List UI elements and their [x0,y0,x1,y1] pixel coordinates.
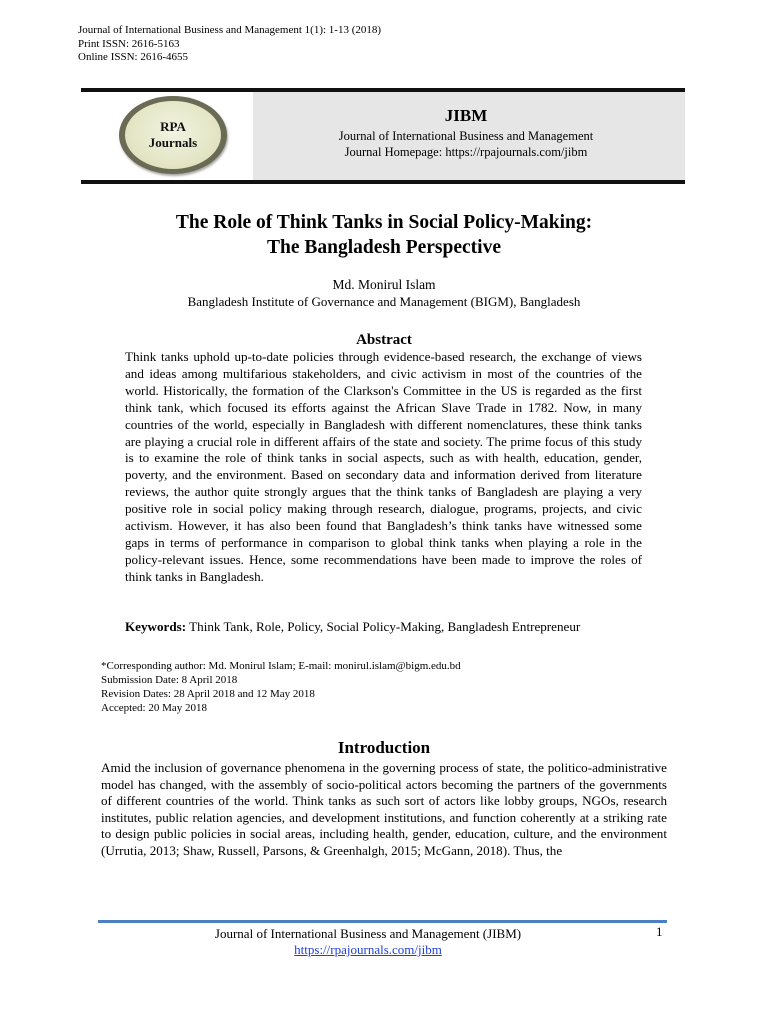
online-issn: Online ISSN: 2616-4655 [78,51,188,63]
submission-date: Submission Date: 8 April 2018 [101,674,238,686]
logo-face [125,101,221,169]
accepted-date: Accepted: 20 May 2018 [101,702,207,714]
introduction-text: Amid the inclusion of governance phenomena in the governing process of state, the politico-administrative model has changed, with the assembly of socio-political actors becoming the partners of the governments of different countries of the world. Think tanks as such sort of actors like lobby groups, NGOs, research institutes, public relation agencies, and development institutions, and function coherently at a striking rate to design public policies in social areas, including health, gender, education, culture, and the environment (Urrutia, 2013; Shaw, Russell, Parsons, & Greenhalgh, 2015; McGann, 2018). Thus, the [101,760,667,858]
journal-info [281,106,651,160]
footer-rule [98,920,667,923]
journal-abbreviation: JIBM [444,106,488,125]
header-meta [78,24,381,65]
logo-text-line1: RPA [160,119,186,134]
rpa-journals-logo [119,96,227,174]
correspondence-block [101,659,461,715]
author-affiliation: Bangladesh Institute of Governance and Management (BIGM), Bangladesh [187,294,581,309]
title-line-2: The Bangladesh Perspective [267,237,501,258]
journal-name: Journal of International Business and Management [338,129,594,143]
article-title [60,210,708,260]
footer-journal: Journal of International Business and Management (JIBM) [214,926,522,941]
journal-homepage: Journal Homepage: https://rpajournals.com/jibm [344,145,588,159]
corresponding-author: *Corresponding author: Md. Monirul Islam; E-mail: monirul.islam@bigm.edu.bd [101,660,461,672]
keywords [125,619,642,636]
title-line-1: The Role of Think Tanks in Social Policy-Making: [175,212,593,233]
journal-banner [81,88,685,184]
keywords-label: Keywords: [125,619,187,634]
banner-bottom-rule [81,180,685,184]
abstract-text: Think tanks uphold up-to-date policies through evidence-based research, the exchange of views and ideas among multifarious stakeholders, and civic activism in most of the countries of the world. Historically, the formation of the Clarkson's Committee in the US is regarded as the first think tank, which focused its efforts against the African Slave Trade in 1782. Now, in many countries of the world, especially in Bangladesh with different nomenclatures, these think tanks are playing a crucial role in different affairs of the state and society. The prime focus of this study is to examine the role of think tanks in social aspects, such as with health, education, gender, poverty, and the environment. Based on secondary data and information derived from literature reviews, the author quite strongly argues that the think tanks of Bangladesh are playing a very positive role in social policy making through research, dialogue, programs, projects, and civic activism. However, it has also been found that Bangladesh’s think tanks have witnessed some gaps in terms of performance in comparison to global think tanks when playing a role in the policy-relevant issues. Hence, some recommendations have been made to improve the roles of think tanks in Bangladesh. [125,349,642,584]
revision-dates: Revision Dates: 28 April 2018 and 12 May 2018 [101,688,315,700]
logo-text-line2: Journals [148,135,198,150]
print-issn: Print ISSN: 2616-5163 [78,37,180,50]
introduction-heading: Introduction [337,738,431,757]
abstract-heading: Abstract [356,332,412,348]
author-name: Md. Monirul Islam [332,277,436,292]
citation-line: Journal of International Business and Management 1(1): 1-13 (2018) [78,24,382,36]
page-number: 1 [656,924,663,939]
keywords-list: Think Tank, Role, Policy, Social Policy-Making, Bangladesh Entrepreneur [189,619,581,634]
footer-link[interactable]: https://rpajournals.com/jibm [294,942,442,957]
